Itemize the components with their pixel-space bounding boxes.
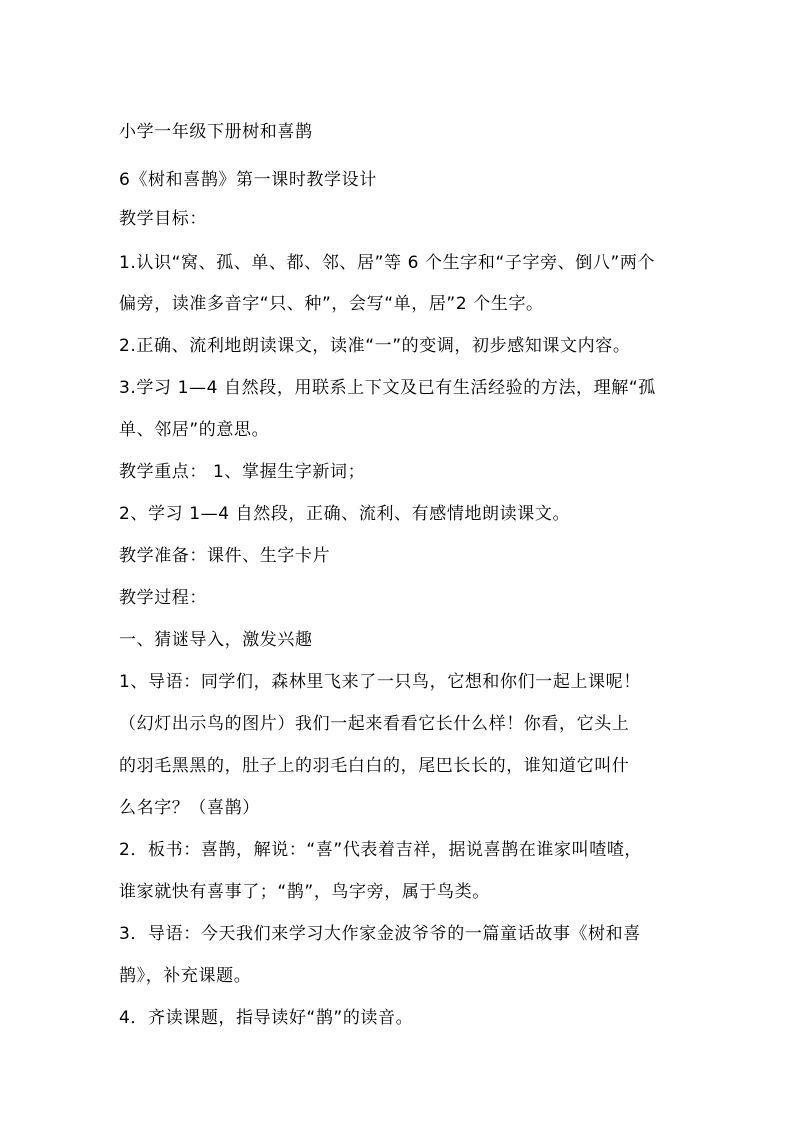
paragraph-line: 单、邻居”的意思。 bbox=[119, 420, 270, 440]
section-heading-process: 教学过程： bbox=[119, 588, 207, 608]
paragraph-line: 1、导语：同学们，森林里飞来了一只鸟，它想和你们一起上课呢！ bbox=[119, 672, 641, 692]
paragraph-line: 么名字？（喜鹊） bbox=[119, 798, 260, 818]
section-heading-key-points: 教学重点： 1、掌握生字新词； bbox=[119, 462, 366, 482]
subsection-heading: 一、猜谜导入，激发兴趣 bbox=[119, 630, 313, 650]
paragraph-line: 谁家就快有喜事了；“鹊”，鸟字旁，属于鸟类。 bbox=[119, 882, 490, 902]
paragraph-line: 1.认识“窝、孤、单、都、邻、居”等 6 个生字和“子字旁、倒八”两个 bbox=[119, 253, 656, 273]
paragraph-line: 的羽毛黑黑的，肚子上的羽毛白白的，尾巴长长的，谁知道它叫什 bbox=[119, 756, 630, 776]
section-heading-prep: 教学准备：课件、生字卡片 bbox=[119, 546, 331, 566]
paragraph-line: 2、学习 1—4 自然段，正确、流利、有感情地朗读课文。 bbox=[119, 504, 571, 524]
paragraph-line: 偏旁，读准多音字“只、种”，会写“单，居”2 个生字。 bbox=[119, 294, 544, 314]
paragraph-line: 2．板书：喜鹊，解说：“喜”代表着吉祥，据说喜鹊在谁家叫喳喳， bbox=[119, 840, 643, 860]
lesson-subtitle: 6《树和喜鹊》第一课时教学设计 bbox=[119, 170, 377, 190]
paragraph-line: 3.学习 1—4 自然段，用联系上下文及已有生活经验的方法，理解“孤 bbox=[119, 378, 656, 398]
paragraph-line: 3．导语：今天我们来学习大作家金波爷爷的一篇童话故事《树和喜 bbox=[119, 924, 641, 944]
paragraph-line: 4．齐读课题，指导读好“鹊”的读音。 bbox=[119, 1008, 414, 1028]
document-title: 小学一年级下册树和喜鹊 bbox=[119, 122, 313, 142]
paragraph-line: 鹊》，补充课题。 bbox=[119, 966, 252, 986]
paragraph-line: 2.正确、流利地朗读课文，读准“一”的变调，初步感知课文内容。 bbox=[119, 336, 631, 356]
section-heading-goals: 教学目标： bbox=[119, 209, 207, 229]
paragraph-line: （幻灯出示鸟的图片）我们一起来看看它长什么样！你看，它头上 bbox=[119, 714, 630, 734]
